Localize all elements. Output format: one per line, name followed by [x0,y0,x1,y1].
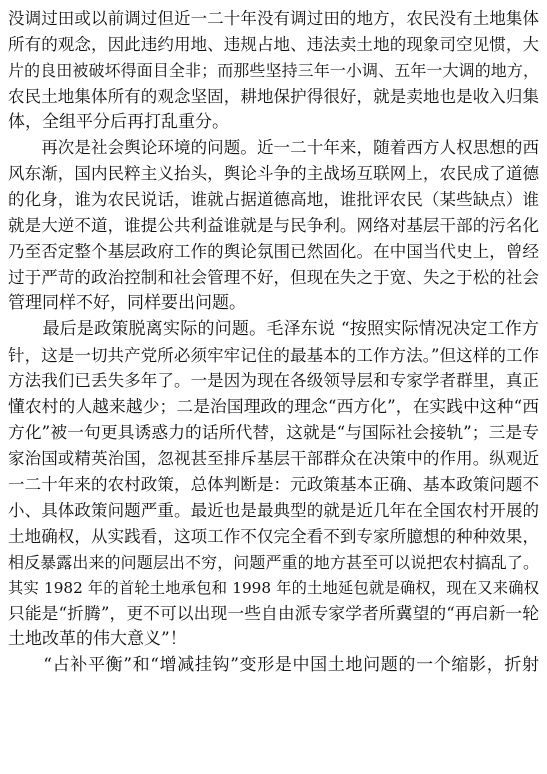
text-line: 针，这是一切共产党所必须牢牢记住的最基本的工作方法。”但这样的工作 [8,345,539,365]
text-line: 没调过田或以前调过但近一二十年没有调过田的地方，农民没有土地集体 [8,9,539,28]
text-line: 小、具体政策问题严重。最近也是最典型的就是近几年在全国农村开展的 [8,500,539,520]
text-line: 最后是政策脱离实际的问题。毛泽东说 “按照实际情况决定工作方 [8,318,539,339]
text-line: 体，全组平分后再打乱重分。 [8,111,229,132]
text-line: 土地改革的伟大意义”！ [8,629,187,650]
text-line: 片的良田被破坏得面目全非；而那些坚持三年一小调、五年一大调的地方， [8,60,539,80]
text-line: 方法我们已丢失多年了。一是因为现在各级领导层和专家学者群里，真正 [8,371,539,391]
text-line: 土地确权，从实践看，这项工作不仅完全看不到专家所臆想的种种效果， [8,526,539,546]
text-line: 其实 1982 年的首轮土地承包和 1998 年的土地延包就是确权，现在又来确权 [8,578,539,597]
text-line: 方化”被一句更具诱惑力的话所代替，这就是“与国际社会接轨”；三是专 [8,422,539,443]
text-line: 农民土地集体所有的观念坚固，耕地保护得很好，就是卖地也是收入归集 [8,86,539,106]
text-line: 管理同样不好，同样要出问题。 [8,292,246,313]
text-line: 就是大逆不道，谁提公共利益谁就是与民争利。网络对基层干部的污名化 [8,216,539,236]
text-line: 家治国或精英治国，忽视甚至排斥基层干部群众在决策中的作用。纵观近 [8,449,539,469]
text-line: 一二十年来的农村政策，总体判断是：元政策基本正确、基本政策问题不 [8,475,539,495]
text-line: 只能是“折腾”，更不可以出现一些自由派专家学者所冀望的“再启新一轮 [8,603,539,624]
text-line: 的化身，谁为农民说话，谁就占据道德高地，谁批评农民（某些缺点）谁 [8,190,539,210]
text-line: 相反暴露出来的问题层出不穷，问题严重的地方甚至可以说把农村搞乱了。 [8,552,539,572]
text-line: 再次是社会舆论环境的问题。近一二十年来，随着西方人权思想的西 [8,138,539,158]
text-line: “占补平衡”和“增减挂钩”变形是中国土地问题的一个缩影，折射 [8,655,539,676]
text-line: 懂农村的人越来越少；二是治国理政的理念“西方化”，在实践中这种“西 [8,396,539,417]
text-line: 过于严苛的政治控制和社会管理不好，但现在失之于宽、失之于松的社会 [8,267,539,287]
document-page [8,6,539,679]
text-line: 乃至否定整个基层政府工作的舆论氛围已然固化。在中国当代史上，曾经 [8,242,539,262]
text-line: 所有的观念，因此违约用地、违规占地、违法卖土地的现象司空见惯，大 [8,34,539,54]
text-line: 风东渐，国内民粹主义抬头，舆论斗争的主战场互联网上，农民成了道德 [8,164,539,184]
